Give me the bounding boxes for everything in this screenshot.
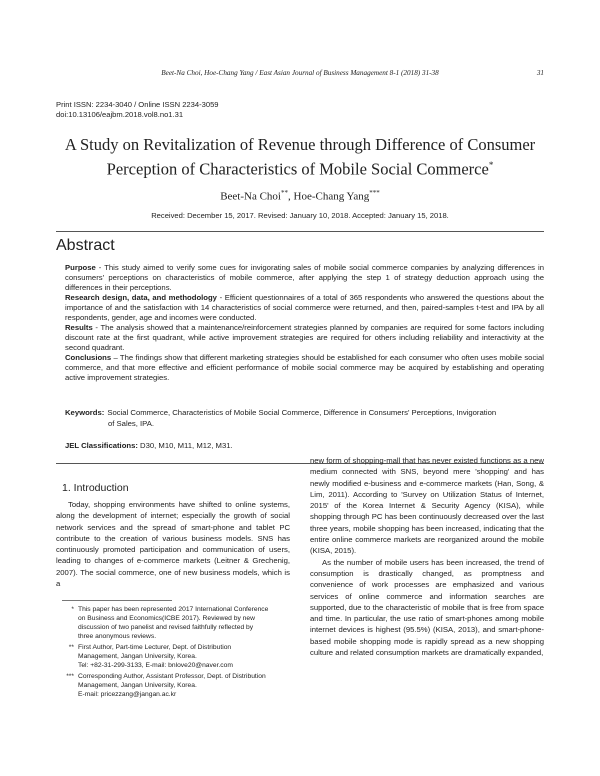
footnote-3-mark: ***: [66, 673, 74, 680]
results-label: Results: [65, 323, 93, 332]
footnote-line: Management, Jangan University, Korea.: [78, 682, 197, 689]
footnote-line: E-mail: pricezzang@jangan.ac.kr: [78, 691, 177, 698]
issn-block: [56, 100, 219, 119]
footnote-line: discussion of two panelist and revised faithfully reflected by: [78, 624, 254, 631]
page-number: 31: [536, 69, 544, 77]
abstract-top-rule: [56, 231, 544, 232]
author-2: Hoe-Chang Yang: [293, 190, 370, 203]
keywords-line-2: of Sales, IPA.: [108, 419, 155, 428]
footnote-1: [62, 605, 290, 641]
footnotes: [62, 605, 290, 701]
footnote-rule: [62, 600, 172, 601]
title-line-2-text: Perception of Characteristics of Mobile Social Commerce: [106, 159, 489, 179]
keywords-label: Keywords:: [65, 408, 105, 417]
left-column: [56, 499, 290, 589]
abstract-body: [65, 263, 544, 383]
keywords: [65, 407, 544, 429]
author-2-marker: ***: [369, 189, 380, 197]
author-list: [0, 189, 600, 203]
footnote-line: This paper has been represented 2017 International Conference: [78, 606, 269, 613]
results-text: - The analysis showed that a maintenance/reinforcement strategies planned by companies are required for some factors including discount rate at the first quadrant, while active improvement strategies are required for others including reliability and interactivity at the second quadrant.: [65, 323, 544, 352]
abstract-purpose: [65, 263, 544, 293]
footnote-line: on Business and Economics(ICBE 2017). Reviewed by new: [78, 615, 255, 622]
intro-paragraph-2: new form of shopping-mall that has never existed functions as a new medium connected with SNS, beyond mere 'shopping' and has newly modified e-business and e-commerce markets (Han, Song, & Lim, 2011). According to 'Survey on Utilization Status of Internet, 2015' of the Korea Internet & Security Agency (KISA), while shopping through PC has been continuously decreased over the last three years, mobile shopping has been increased, indicating that the entire online commerce markets are reorganized around the mobile (KISA, 2015).: [310, 456, 544, 556]
keywords-text-1: Social Commerce, Characteristics of Mobile Social Commerce, Difference in Consumers' Perceptions, Invigoration: [107, 408, 497, 417]
footnote-line: Corresponding Author, Assistant Professor, Dept. of Distribution: [78, 673, 266, 680]
running-head-text: Beet-Na Choi, Hoe-Chang Yang / East Asian Journal of Business Management 8-1 (2018) 31-38: [161, 69, 439, 77]
right-column: [310, 455, 544, 658]
abstract-research: [65, 293, 544, 323]
footnote-2-mark: **: [68, 644, 74, 651]
conclusions-label: Conclusions: [65, 353, 112, 362]
author-1: Beet-Na Choi: [220, 190, 281, 203]
abstract-heading: Abstract: [56, 237, 115, 254]
author-separator: ,: [288, 190, 291, 203]
footnote-line: First Author, Part-time Lecturer, Dept. of Distribution: [78, 644, 232, 651]
footnote-line: Management, Jangan University, Korea.: [78, 653, 197, 660]
abstract-conclusions: [65, 353, 544, 383]
paper-title: [40, 134, 560, 180]
keywords-line-1: [65, 407, 544, 418]
doi-line: doi:10.13106/eajbm.2018.vol8.no1.31: [56, 109, 184, 119]
purpose-text: - This study aimed to verify some cues for invigorating sales of mobile social commerce companies by analyzing differences in consumers' perceptions on characteristics of mobile commerce, after applying the step 1 of strategy deduction approach using the differences in their perceptions.: [65, 263, 544, 292]
intro-paragraph-1: Today, shopping environments have shifted to online systems, along the development of internet; especially the growth of social network services and the spread of smart-phone and tablet PC contribute to the creation of various business models. SNS has continuously promoted participation and communication of users, leading to changes of e-commerce markets (Leitner & Grechenig, 2007). The social commerce, one of new business models, which is a: [56, 500, 290, 589]
conclusions-text: – The findings show that different marketing strategies should be established for each consumer who often uses mobile social commerce, and that more effective and efficient performance of mobile social commerce may be acquired by establishing and operating active improvement strategies.: [65, 353, 544, 382]
received-dates: Received: December 15, 2017. Revised: January 10, 2018. Accepted: January 15, 2018.: [151, 211, 449, 220]
footnote-line: Tel: +82-31-299-3133, E-mail: bnlove20@naver.com: [78, 662, 233, 669]
footnote-1-mark: *: [71, 606, 74, 613]
jel-text: D30, M10, M11, M12, M31.: [137, 441, 233, 450]
author-1-marker: **: [281, 189, 288, 197]
title-footnote-marker: *: [488, 160, 494, 170]
abstract-results: [65, 323, 544, 353]
jel-classifications: [65, 441, 233, 450]
research-text: - Efficient questionnaires of a total of 365 respondents who answered the questions about the importance of and the satisfaction with 14 characteristics of social commerce were returned, and then, paired-samples t-test and IPA by all respondents, gender, age and incomes were conducted.: [65, 293, 545, 322]
title-line-2: [40, 155, 560, 180]
intro-paragraph-3: As the number of mobile users has been increased, the trend of consumption is drastically changed, as promptness and convenience of work processes are emphasized and various services of online commerce and information searches are supported, due to the characteristic of mobile that is free from space and time. In particular, the use ratio of smart-phones among mobile internet devices is highest (95.5%) (KISA, 2013), and smart-phone-based mobile shopping mode is rapidly spread as a new shopping culture and related consumption markets are dramatically expanded,: [310, 557, 544, 658]
introduction-heading: 1. Introduction: [62, 482, 129, 494]
research-label: Research design, data, and methodology: [65, 293, 217, 302]
jel-label: JEL Classifications:: [65, 441, 138, 450]
purpose-label: Purpose: [65, 263, 96, 272]
footnote-2: [62, 643, 290, 670]
title-line-1: A Study on Revitalization of Revenue through Difference of Consumer: [64, 135, 536, 154]
footnote-line: three anonymous reviews.: [78, 633, 157, 640]
footnote-3: [62, 672, 290, 699]
issn-line: Print ISSN: 2234-3040 / Online ISSN 2234-3059: [56, 100, 219, 109]
